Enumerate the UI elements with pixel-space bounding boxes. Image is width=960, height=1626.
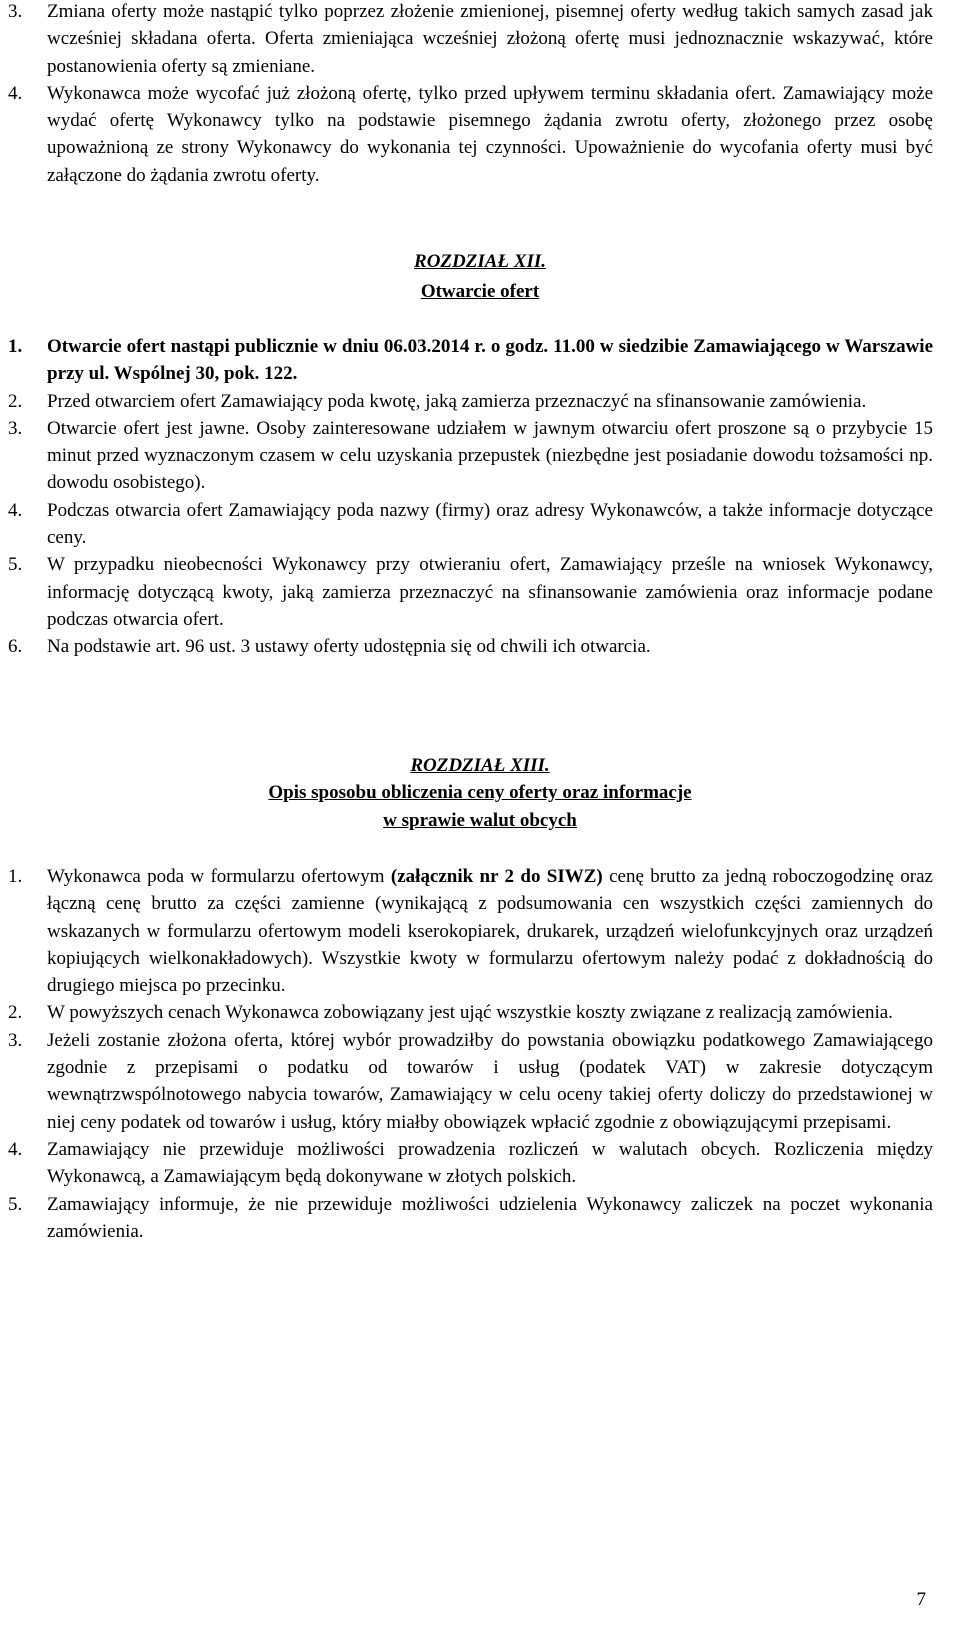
item-number: 6. <box>8 636 23 658</box>
item-number: 1. <box>8 866 23 887</box>
item-text: Wykonawca poda w formularzu ofertowym <box>47 866 391 887</box>
list-item <box>8 1136 933 1191</box>
item-text: Otwarcie ofert jest jawne. Osoby zainteresowane udziałem w jawnym otwarciu ofert proszone są o przybycie 15 minut przed wyznaczonym czasem w celu uzyskania przepustek (niezbędne jest posiadanie dowodu tożsamości np. dowodu osobistego). <box>47 417 933 494</box>
list-item <box>8 415 933 497</box>
item-text: W powyższych cenach Wykonawca zobowiązany jest ująć wszystkie koszty związane z realizacją zamówienia. <box>47 1002 893 1024</box>
item-number: 5. <box>8 554 23 576</box>
attachment-reference: (załącznik nr 2 do SIWZ) <box>390 866 603 887</box>
list-item <box>8 497 933 552</box>
chapter-heading: ROZDZIAŁ XII. <box>414 251 546 272</box>
item-text: cenę brutto za jedną roboczogodzinę oraz łączną cenę brutto za części zamienne (wynikającą z podsumowania cen wszystkich części zamiennych do wskazanych w formularzu ofertowym modeli kserokopiarek, drukarek, urządzeń wielofunkcyjnych oraz urządzeń kopiujących wielkonakładowych). Wszystkie kwoty w formularzu ofertowym należy podać z dokładnością do drugiego miejsca po przecinku. <box>47 866 933 997</box>
list-item <box>8 0 933 80</box>
chapter-title-line1: Opis sposobu obliczenia ceny oferty oraz informacje <box>268 782 692 803</box>
item-text: Jeżeli zostanie złożona oferta, której wybór prowadziłby do powstania obowiązku podatkowego Zamawiającego zgodnie z przepisami o podatku od towarów i usług (podatek VAT) w zakresie dotyczącym wewnątrzwspólnotowego nabycia towarów, Zamawiający w celu oceny takiej oferty doliczy do przedstawionej w niej ceny podatek od towarów i usług, który miałby obowiązek wpłacić zgodnie z obowiązującymi przepisami. <box>47 1029 933 1133</box>
page-number: 7 <box>916 1589 926 1610</box>
item-text: W przypadku nieobecności Wykonawcy przy otwieraniu ofert, Zamawiający prześle na wniosek Wykonawcy, informację dotyczącą kwoty, jaką zamierza przeznaczyć na sfinansowanie zamówienia oraz informacje podane podczas otwarcia ofert. <box>47 554 933 630</box>
item-text: Wykonawca może wycofać już złożoną ofertę, tylko przed upływem terminu składania ofert. Zamawiający może wydać ofertę Wykonawcy tylko na podstawie pisemnego żądania zwrotu oferty, złożonego przez osobę upoważnioną ze strony Wykonawcy do wykonania tej czynności. Upoważnienie do wycofania oferty musi być załączone do żądania zwrotu oferty. <box>47 82 933 186</box>
item-text: Zamawiający nie przewiduje możliwości prowadzenia rozliczeń w walutach obcych. Rozliczenia między Wykonawcą, a Zamawiającym będą dokonywane w złotych polskich. <box>47 1138 933 1188</box>
list-item <box>8 388 933 415</box>
item-number: 3. <box>8 417 23 439</box>
chapter-title: Otwarcie ofert <box>420 281 540 302</box>
list-item <box>8 551 933 633</box>
list-item <box>8 333 933 388</box>
list-item <box>8 1027 933 1136</box>
list-item <box>8 863 933 999</box>
item-number: 1. <box>8 336 23 357</box>
item-text: Na podstawie art. 96 ust. 3 ustawy oferty udostępnia się od chwili ich otwarcia. <box>47 636 651 658</box>
item-text: Otwarcie ofert nastąpi publicznie w dniu 06.03.2014 r. o godz. 11.00 w siedzibie Zamawiającego w Warszawie przy ul. Wspólnej 30, pok. 122. <box>47 336 933 385</box>
item-number: 2. <box>8 390 23 412</box>
chapter-title-line2: w sprawie walut obcych <box>383 810 577 831</box>
chapter13-list <box>8 863 933 1245</box>
list-item <box>8 633 933 660</box>
chapter12-list <box>8 333 933 661</box>
item-text: Zmiana oferty może nastąpić tylko poprzez złożenie zmienionej, pisemnej oferty według takich samych zasad jak wcześniej składana oferta. Oferta zmieniająca wcześniej złożoną ofertę musi jednoznacznie wskazywać, które postanowienia oferty są zmieniane. <box>47 1 933 77</box>
item-text: Przed otwarciem ofert Zamawiający poda kwotę, jaką zamierza przeznaczyć na sfinansowanie zamówienia. <box>47 390 867 412</box>
chapter-heading: ROZDZIAŁ XIII. <box>410 755 550 776</box>
list-item <box>8 999 933 1026</box>
top-list <box>8 0 933 189</box>
item-number: 2. <box>8 1002 23 1024</box>
item-number: 5. <box>8 1193 23 1215</box>
item-number: 3. <box>8 1 23 22</box>
item-text: Podczas otwarcia ofert Zamawiający poda nazwy (firmy) oraz adresy Wykonawców, a także informacje dotyczące ceny. <box>47 499 933 549</box>
item-number: 4. <box>8 1138 23 1160</box>
list-item <box>8 80 933 189</box>
list-item <box>8 1191 933 1246</box>
item-number: 4. <box>8 82 23 104</box>
item-text: Zamawiający informuje, że nie przewiduje możliwości udzielenia Wykonawcy zaliczek na poczet wykonania zamówienia. <box>47 1193 933 1242</box>
item-number: 4. <box>8 499 23 521</box>
item-number: 3. <box>8 1029 23 1051</box>
